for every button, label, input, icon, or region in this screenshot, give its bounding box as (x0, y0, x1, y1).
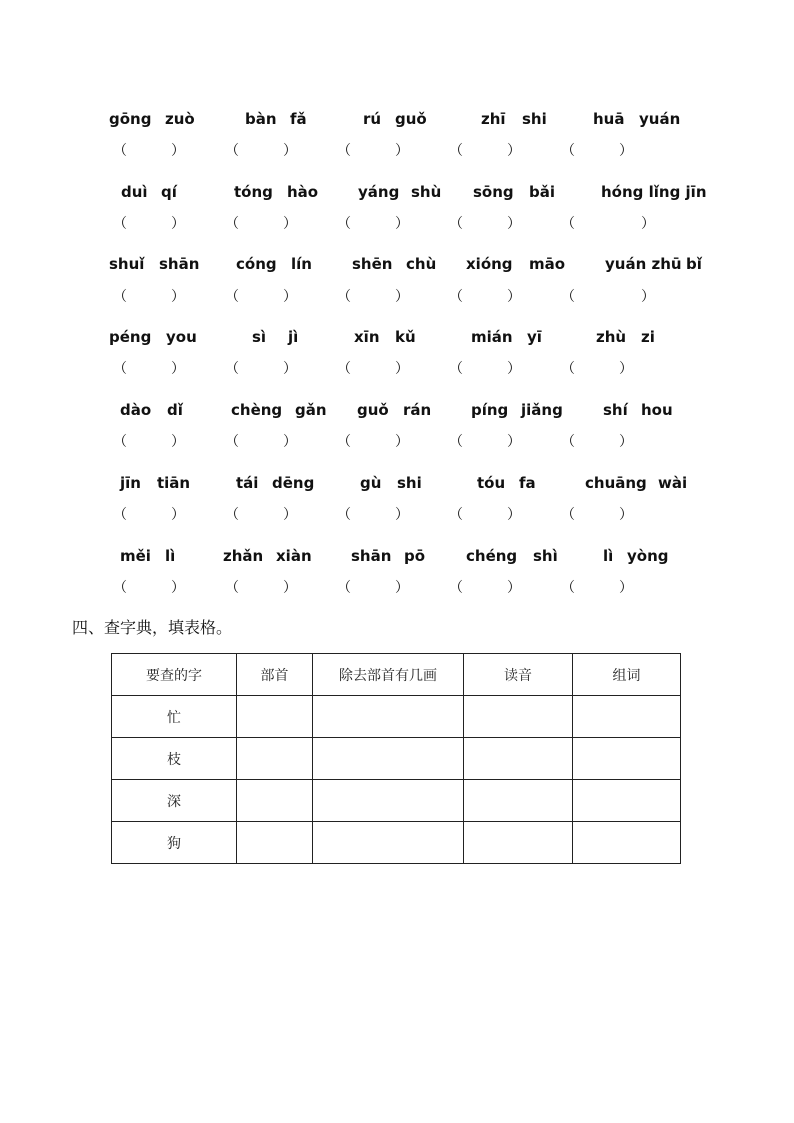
pinyin-word: péng (109, 328, 152, 346)
close-bracket: ） (395, 290, 409, 305)
open-bracket: （ (449, 508, 463, 523)
answer-row (0, 433, 794, 453)
pinyin-word: shēn (352, 255, 393, 273)
pinyin-word: tái (236, 474, 259, 492)
table-header-row (112, 654, 681, 696)
open-bracket: （ (337, 217, 351, 232)
pinyin-word: yuán (639, 110, 681, 128)
pinyin-word: tiān (157, 474, 191, 492)
pinyin-word: chù (406, 255, 437, 273)
word-cell[interactable] (573, 696, 681, 738)
character-cell: 狗 (112, 822, 237, 864)
open-bracket: （ (337, 144, 351, 159)
pinyin-word: jīn (120, 474, 141, 492)
column-header: 要查的字 (112, 654, 237, 696)
pinyin-word: shān (351, 547, 392, 565)
close-bracket: ） (507, 144, 521, 159)
pinyin-word: hou (641, 401, 673, 419)
answer-row (0, 360, 794, 380)
answer-blank[interactable] (225, 433, 297, 453)
close-bracket: ） (171, 217, 185, 232)
pinyin-word: sì (252, 328, 267, 346)
stroke-count-cell[interactable] (313, 738, 464, 780)
open-bracket: （ (113, 581, 127, 596)
table-row (112, 780, 681, 822)
answer-blank[interactable] (337, 215, 409, 235)
pinyin-word: měi (120, 547, 151, 565)
close-bracket: ） (283, 290, 297, 305)
open-bracket: （ (337, 290, 351, 305)
close-bracket: ） (619, 362, 633, 377)
answer-blank[interactable] (225, 215, 297, 235)
radical-cell[interactable] (237, 738, 313, 780)
answer-blank[interactable] (337, 360, 409, 380)
open-bracket: （ (225, 290, 239, 305)
stroke-count-cell[interactable] (313, 780, 464, 822)
pinyin-word: mián (471, 328, 513, 346)
close-bracket: ） (619, 581, 633, 596)
pinyin-row (0, 544, 794, 568)
open-bracket: （ (449, 581, 463, 596)
character-cell: 深 (112, 780, 237, 822)
character-cell: 忙 (112, 696, 237, 738)
answer-blank[interactable] (225, 360, 297, 380)
pronunciation-cell[interactable] (464, 780, 573, 822)
pinyin-word: zhī (481, 110, 506, 128)
pinyin-row (0, 252, 794, 276)
answer-blank[interactable] (449, 579, 521, 599)
pinyin-row (0, 107, 794, 131)
open-bracket: （ (113, 290, 127, 305)
open-bracket: （ (561, 362, 575, 377)
answer-blank[interactable] (561, 506, 633, 526)
open-bracket: （ (113, 508, 127, 523)
pinyin-word: píng (471, 401, 509, 419)
pinyin-word: shi (397, 474, 422, 492)
answer-blank[interactable] (113, 579, 185, 599)
answer-blank[interactable] (449, 288, 521, 308)
pinyin-word: rú (363, 110, 382, 128)
answer-blank[interactable] (449, 215, 521, 235)
close-bracket: ） (171, 362, 185, 377)
section-title: 四、查字典，填表格。 (72, 618, 233, 637)
table-row (112, 696, 681, 738)
answer-row (0, 288, 794, 308)
open-bracket: （ (337, 581, 351, 596)
close-bracket: ） (395, 435, 409, 450)
close-bracket: ） (171, 144, 185, 159)
pinyin-word: bǎi (529, 183, 556, 201)
close-bracket: ） (507, 581, 521, 596)
pinyin-word: cóng (236, 255, 277, 273)
open-bracket: （ (225, 362, 239, 377)
answer-blank[interactable] (113, 433, 185, 453)
open-bracket: （ (561, 508, 575, 523)
radical-cell[interactable] (237, 696, 313, 738)
answer-blank[interactable] (113, 506, 185, 526)
open-bracket: （ (225, 144, 239, 159)
pinyin-word: zhǎn (223, 547, 264, 565)
word-cell[interactable] (573, 738, 681, 780)
pinyin-word: zuò (165, 110, 195, 128)
answer-blank[interactable] (337, 142, 409, 162)
answer-blank[interactable] (225, 579, 297, 599)
open-bracket: （ (337, 435, 351, 450)
pinyin-row (0, 471, 794, 495)
answer-blank[interactable] (113, 288, 185, 308)
answer-blank[interactable] (561, 360, 633, 380)
answer-blank[interactable] (561, 288, 655, 308)
pinyin-word: bǐ (686, 255, 702, 273)
pinyin-word: bàn (245, 110, 277, 128)
close-bracket: ） (283, 435, 297, 450)
open-bracket: （ (561, 144, 575, 159)
answer-blank[interactable] (337, 506, 409, 526)
close-bracket: ） (619, 144, 633, 159)
close-bracket: ） (507, 435, 521, 450)
pinyin-word: rán (403, 401, 432, 419)
pinyin-word: dēng (272, 474, 315, 492)
open-bracket: （ (113, 435, 127, 450)
answer-blank[interactable] (337, 433, 409, 453)
dictionary-table (111, 653, 681, 864)
pinyin-word: kǔ (395, 328, 416, 346)
pronunciation-cell[interactable] (464, 822, 573, 864)
close-bracket: ） (507, 362, 521, 377)
pinyin-word: pō (404, 547, 426, 565)
table-row (112, 822, 681, 864)
pinyin-word: tóng (234, 183, 273, 201)
pinyin-word: zi (641, 328, 655, 346)
answer-row (0, 506, 794, 526)
close-bracket: ） (641, 290, 655, 305)
pinyin-row (0, 180, 794, 204)
open-bracket: （ (113, 217, 127, 232)
open-bracket: （ (561, 581, 575, 596)
radical-cell[interactable] (237, 780, 313, 822)
open-bracket: （ (337, 362, 351, 377)
close-bracket: ） (507, 290, 521, 305)
close-bracket: ） (171, 581, 185, 596)
pinyin-word: gǎn (295, 401, 327, 419)
word-cell[interactable] (573, 822, 681, 864)
pronunciation-cell[interactable] (464, 738, 573, 780)
pinyin-word: shì (533, 547, 558, 565)
pinyin-word: wài (658, 474, 688, 492)
close-bracket: ） (283, 217, 297, 232)
stroke-count-cell[interactable] (313, 822, 464, 864)
pinyin-word: yòng (627, 547, 669, 565)
close-bracket: ） (507, 217, 521, 232)
open-bracket: （ (225, 581, 239, 596)
pinyin-word: guǒ (357, 401, 389, 419)
pinyin-word: shuǐ (109, 255, 145, 273)
close-bracket: ） (283, 508, 297, 523)
answer-blank[interactable] (561, 142, 633, 162)
column-header: 组词 (573, 654, 681, 696)
open-bracket: （ (113, 144, 127, 159)
open-bracket: （ (561, 435, 575, 450)
pinyin-word: fa (519, 474, 536, 492)
close-bracket: ） (395, 581, 409, 596)
open-bracket: （ (449, 217, 463, 232)
close-bracket: ） (395, 144, 409, 159)
answer-blank[interactable] (449, 433, 521, 453)
pinyin-word: hào (287, 183, 319, 201)
pinyin-word: jì (288, 328, 299, 346)
close-bracket: ） (171, 290, 185, 305)
open-bracket: （ (449, 435, 463, 450)
open-bracket: （ (113, 362, 127, 377)
close-bracket: ） (171, 508, 185, 523)
pinyin-word: hóng lǐng jīn (601, 183, 707, 201)
pinyin-word: shù (411, 183, 442, 201)
close-bracket: ） (395, 508, 409, 523)
pinyin-word: shān (159, 255, 200, 273)
pinyin-word: yī (527, 328, 542, 346)
pinyin-word: chéng (466, 547, 518, 565)
answer-blank[interactable] (561, 579, 633, 599)
answer-row (0, 215, 794, 235)
answer-blank[interactable] (337, 288, 409, 308)
pinyin-word: māo (529, 255, 566, 273)
pinyin-word: gù (360, 474, 382, 492)
open-bracket: （ (225, 435, 239, 450)
pinyin-word: lì (603, 547, 614, 565)
answer-blank[interactable] (113, 360, 185, 380)
answer-row (0, 142, 794, 162)
open-bracket: （ (449, 144, 463, 159)
close-bracket: ） (283, 581, 297, 596)
pinyin-word: tóu (477, 474, 506, 492)
close-bracket: ） (283, 362, 297, 377)
pinyin-word: lì (165, 547, 176, 565)
open-bracket: （ (337, 508, 351, 523)
close-bracket: ） (619, 435, 633, 450)
stroke-count-cell[interactable] (313, 696, 464, 738)
column-header: 读音 (464, 654, 573, 696)
pinyin-word: guǒ (395, 110, 427, 128)
close-bracket: ） (641, 217, 655, 232)
pinyin-word: shi (522, 110, 547, 128)
pinyin-word: huā (593, 110, 625, 128)
column-header: 部首 (237, 654, 313, 696)
pinyin-word: fǎ (290, 110, 307, 128)
answer-blank[interactable] (113, 215, 185, 235)
pinyin-row (0, 325, 794, 349)
close-bracket: ） (507, 508, 521, 523)
close-bracket: ） (395, 362, 409, 377)
close-bracket: ） (171, 435, 185, 450)
pinyin-word: xīn (354, 328, 380, 346)
pinyin-row (0, 398, 794, 422)
table-row (112, 738, 681, 780)
answer-blank[interactable] (561, 433, 633, 453)
open-bracket: （ (225, 217, 239, 232)
pinyin-word: yuán zhū (605, 255, 682, 273)
open-bracket: （ (225, 508, 239, 523)
close-bracket: ） (395, 217, 409, 232)
close-bracket: ） (283, 144, 297, 159)
pinyin-word: you (166, 328, 197, 346)
answer-blank[interactable] (337, 579, 409, 599)
pinyin-word: gōng (109, 110, 152, 128)
open-bracket: （ (449, 362, 463, 377)
answer-blank[interactable] (113, 142, 185, 162)
pinyin-word: dào (120, 401, 152, 419)
pinyin-word: qí (161, 183, 177, 201)
pinyin-word: duì (121, 183, 148, 201)
pinyin-word: xiàn (276, 547, 312, 565)
pinyin-word: dǐ (167, 401, 183, 419)
answer-blank[interactable] (225, 288, 297, 308)
answer-blank[interactable] (561, 215, 655, 235)
open-bracket: （ (561, 290, 575, 305)
pinyin-word: shí (603, 401, 628, 419)
open-bracket: （ (561, 217, 575, 232)
radical-cell[interactable] (237, 822, 313, 864)
answer-blank[interactable] (449, 142, 521, 162)
answer-blank[interactable] (225, 142, 297, 162)
column-header: 除去部首有几画 (313, 654, 464, 696)
pronunciation-cell[interactable] (464, 696, 573, 738)
open-bracket: （ (449, 290, 463, 305)
character-cell: 枝 (112, 738, 237, 780)
pinyin-word: yáng (358, 183, 400, 201)
pinyin-word: jiǎng (521, 401, 563, 419)
pinyin-word: sōng (473, 183, 514, 201)
answer-blank[interactable] (449, 506, 521, 526)
pinyin-word: zhù (596, 328, 627, 346)
pinyin-word: chèng (231, 401, 283, 419)
pinyin-word: lín (291, 255, 312, 273)
word-cell[interactable] (573, 780, 681, 822)
pinyin-word: chuāng (585, 474, 647, 492)
pinyin-word: xióng (466, 255, 513, 273)
answer-blank[interactable] (225, 506, 297, 526)
close-bracket: ） (619, 508, 633, 523)
answer-row (0, 579, 794, 599)
answer-blank[interactable] (449, 360, 521, 380)
